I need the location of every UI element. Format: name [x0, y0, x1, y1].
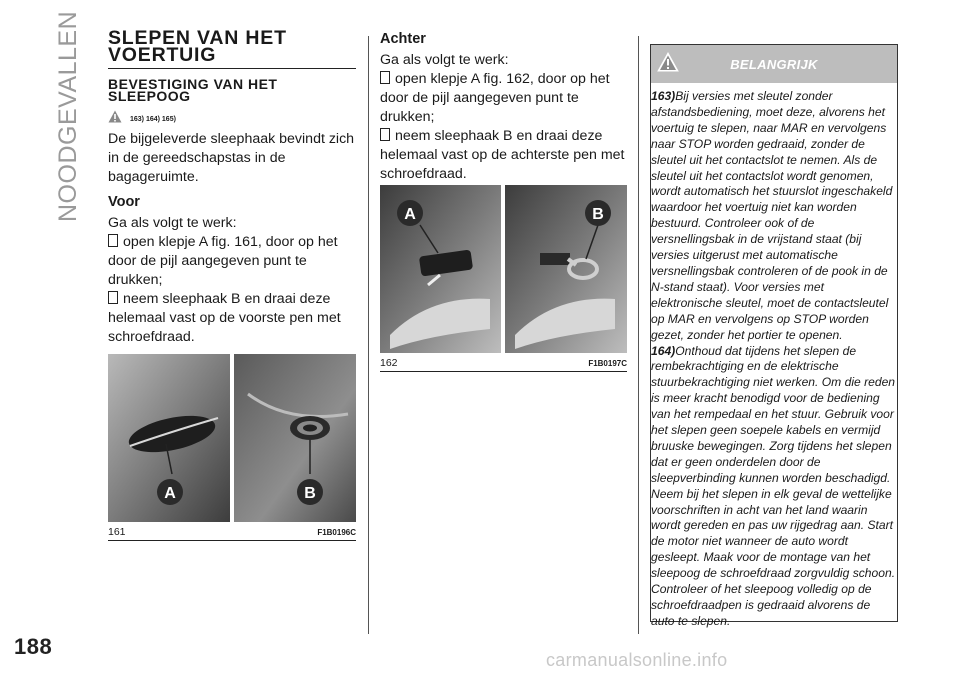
figure-162 [380, 185, 627, 369]
callout-a: A [404, 206, 416, 223]
instructions-intro: Ga als volgt te werk: [108, 215, 237, 231]
chapter-side-tab [50, 10, 86, 222]
column-front [108, 27, 356, 347]
checkbox-bullet-icon [108, 234, 118, 247]
warning-refs [108, 110, 356, 123]
warning-box [650, 44, 898, 628]
note-ref: 163) [651, 89, 676, 103]
figure-161 [108, 354, 356, 538]
front-tow-hook-image [108, 354, 356, 522]
subsection-front-title: Voor [108, 194, 140, 210]
section-heading: BEVESTIGING VAN HET SLEEPOOG [108, 76, 278, 104]
warning-panel [650, 44, 898, 628]
rear-tow-hook-image [380, 185, 627, 353]
step-item: open klepje A fig. 162, door op het door de pijl aangegeven punt te drukken; [380, 71, 610, 125]
warning-header [651, 45, 897, 83]
page-number: 188 [14, 634, 53, 659]
warning-title: BELANGRIJK [730, 57, 818, 72]
note-text: Onthoud dat tijdens het slepen de rembekrachtiging en de elektrische stuurbekrachtiging niet werken. Om die reden is meer kracht benodigd voor de bediening van het rempedaal en het stuur. Gebruik voor het slepen geen soepele kabels en vermijd bruuske bewegingen. Zorg tijdens het slepen dat er geen onderdelen door de sleepverbinding kunnen worden beschadigd. Neem bij het slepen in elk geval de wettelijke voorschriften in acht van het land waarin wordt gereden en pas uw rijgedrag aan. Start de motor niet wanneer de auto wordt gesleept. Maak voor de montage van het sleepoog de schroefdraad zorgvuldig schoon. Controleer of het sleepoog volledig op de schroefdraadpen is gedraaid alvorens de auto te slepen. [651, 343, 896, 628]
column-rear [380, 30, 627, 184]
step-item: neem sleephaak B en draai deze helemaal vast op de achterste pen met schroefdraad. [380, 128, 625, 182]
figure-number: 162 [380, 357, 398, 369]
callout-b: B [592, 206, 604, 223]
column-divider [638, 36, 639, 634]
checkbox-bullet-icon [108, 291, 118, 304]
watermark: carmanualsonline.info [546, 650, 728, 670]
subsection-rear-title: Achter [380, 31, 426, 47]
warning-note [651, 89, 897, 344]
callout-b: B [304, 485, 316, 502]
figure-code: F1B0197C [588, 359, 627, 368]
warning-body [651, 83, 897, 630]
figure-number: 161 [108, 526, 126, 538]
step-item: neem sleephaak B en draai deze helemaal vast op de voorste pen met schroefdraad. [108, 291, 341, 345]
figure-caption [108, 526, 356, 541]
warning-note [651, 344, 897, 630]
callout-a: A [164, 485, 176, 502]
note-text: Bij versies met sleutel zonder afstandsbediening, moet deze, alvorens het voertuig te slepen, naar MAR en vervolgens naar STOP worden gedraaid, zonder de sleutel uit het contactslot te nemen. Als de sleutel uit het contactslot wordt genomen, wordt automatisch het stuurslot ingeschakeld waardoor het voertuig niet kan worden bestuurd. Controleer ook of de versnellingsbak in de vrijstand staat (bij versies uitgerust met automatische versnellingsbak controleren of de pook in de N-stand staat). Voor versies met elektronische sleutel, moet de contactsleutel op MAR en vervolgens op STOP worden gezet, zonder het portier te openen. [651, 89, 893, 342]
column-divider [368, 36, 369, 634]
chapter-label: NOODGEVALLEN [54, 10, 82, 222]
refs-text: 163) 164) 165) [130, 116, 176, 123]
figure-caption [380, 357, 627, 372]
intro-text: De bijgeleverde sleephaak bevindt zich in de gereedschapstas in de bagageruimte. [108, 131, 355, 185]
warning-triangle-icon [108, 110, 122, 123]
figure-code: F1B0196C [317, 528, 356, 537]
instructions-intro: Ga als volgt te werk: [380, 52, 509, 68]
checkbox-bullet-icon [380, 128, 390, 141]
page-title: SLEPEN VAN HET VOERTUIG [108, 30, 356, 69]
step-item: open klepje A fig. 161, door op het door de pijl aangegeven punt te drukken; [108, 234, 338, 288]
note-ref: 164) [651, 343, 676, 358]
checkbox-bullet-icon [380, 71, 390, 84]
